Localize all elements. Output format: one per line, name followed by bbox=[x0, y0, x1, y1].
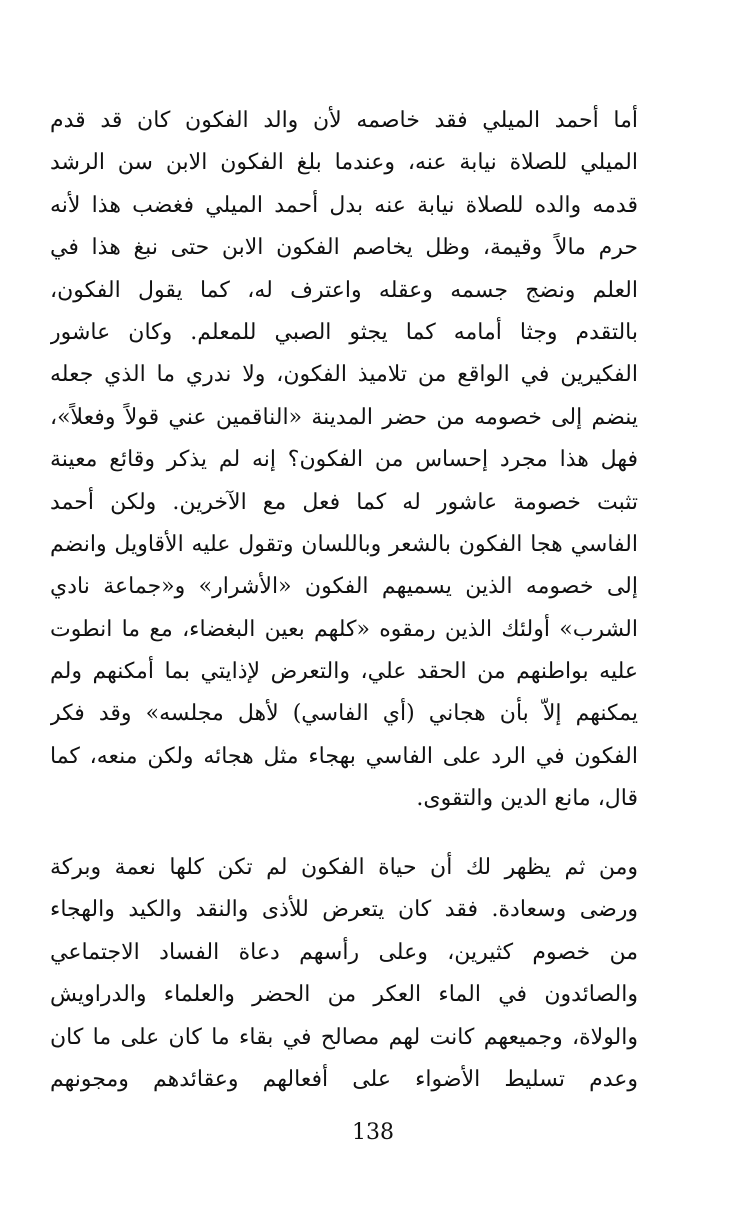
text-line: العلم ونضج جسمه وعقله واعترف له، كما يقول الفكون، bbox=[50, 277, 638, 303]
text-line: حرم مالاً وقيمة، وظل يخاصم الفكون الابن حتى نبغ هذا في bbox=[50, 235, 638, 261]
text-line: عليه بواطنهم من الحقد علي، والتعرض لإذايتي بما أمكنهم ولم bbox=[50, 659, 638, 685]
text-line: من خصوم كثيرين، وعلى رأسهم دعاة الفساد الاجتماعي bbox=[50, 939, 638, 965]
text-line: والولاة، وجميعهم كانت لهم مصالح في بقاء ما كان على ما كان bbox=[50, 1024, 638, 1050]
text-line: ورضى وسعادة. فقد كان يتعرض للأذى والنقد والكيد والهجاء bbox=[50, 897, 638, 923]
text-line: الميلي للصلاة نيابة عنه، وعندما بلغ الفكون الابن سن الرشد bbox=[50, 150, 638, 176]
paragraph-1 bbox=[50, 100, 638, 821]
text-line: ينضم إلى خصومه من حضر المدينة «الناقمين عني قولاً وفعلاً»، bbox=[50, 404, 638, 430]
text-line: الفكيرين في الواقع من تلاميذ الفكون، ولا ندري ما الذي جعله bbox=[50, 362, 638, 388]
text-line: يمكنهم إلاّ بأن هجاني (أي الفاسي) لأهل مجلسه» وقد فكر bbox=[50, 701, 638, 727]
text-line: فهل هذا مجرد إحساس من الفكون؟ إنه لم يذكر وقائع معينة bbox=[50, 447, 638, 473]
text-line: أما أحمد الميلي فقد خاصمه لأن والد الفكون كان قد قدم bbox=[50, 108, 638, 133]
text-line: والصائدون في الماء العكر من الحضر والعلماء والدراويش bbox=[50, 982, 638, 1008]
text-line: الفاسي هجا الفكون بالشعر وباللسان وتقول عليه الأقاويل وانضم bbox=[50, 531, 638, 557]
text-line: الفكون في الرد على الفاسي بهجاء مثل هجائه ولكن منعه، كما bbox=[50, 743, 638, 769]
text-line: ومن ثم يظهر لك أن حياة الفكون لم تكن كلها نعمة وبركة bbox=[50, 855, 638, 880]
paragraph-2 bbox=[50, 847, 638, 1101]
text-line: قال، مانع الدين والتقوى. bbox=[416, 786, 638, 812]
text-line: بالتقدم وجثا أمامه كما يجثو الصبي للمعلم. وكان عاشور bbox=[50, 319, 638, 345]
text-line: تثبت خصومة عاشور له كما فعل مع الآخرين. ولكن أحمد bbox=[50, 489, 638, 515]
text-line: إلى خصومه الذين يسميهم الفكون «الأشرار» و«جماعة نادي bbox=[50, 574, 638, 600]
text-line: وعدم تسليط الأضواء على أفعالهم وعقائدهم ومجونهم bbox=[50, 1066, 638, 1092]
text-line: قدمه والده للصلاة نيابة عنه بدل أحمد الميلي فغضب هذا لأنه bbox=[50, 192, 638, 218]
text-line: الشرب» أولئك الذين رمقوه «كلهم بعين البغضاء، مع ما انطوت bbox=[50, 616, 638, 642]
page-number: 138 bbox=[352, 1120, 394, 1145]
